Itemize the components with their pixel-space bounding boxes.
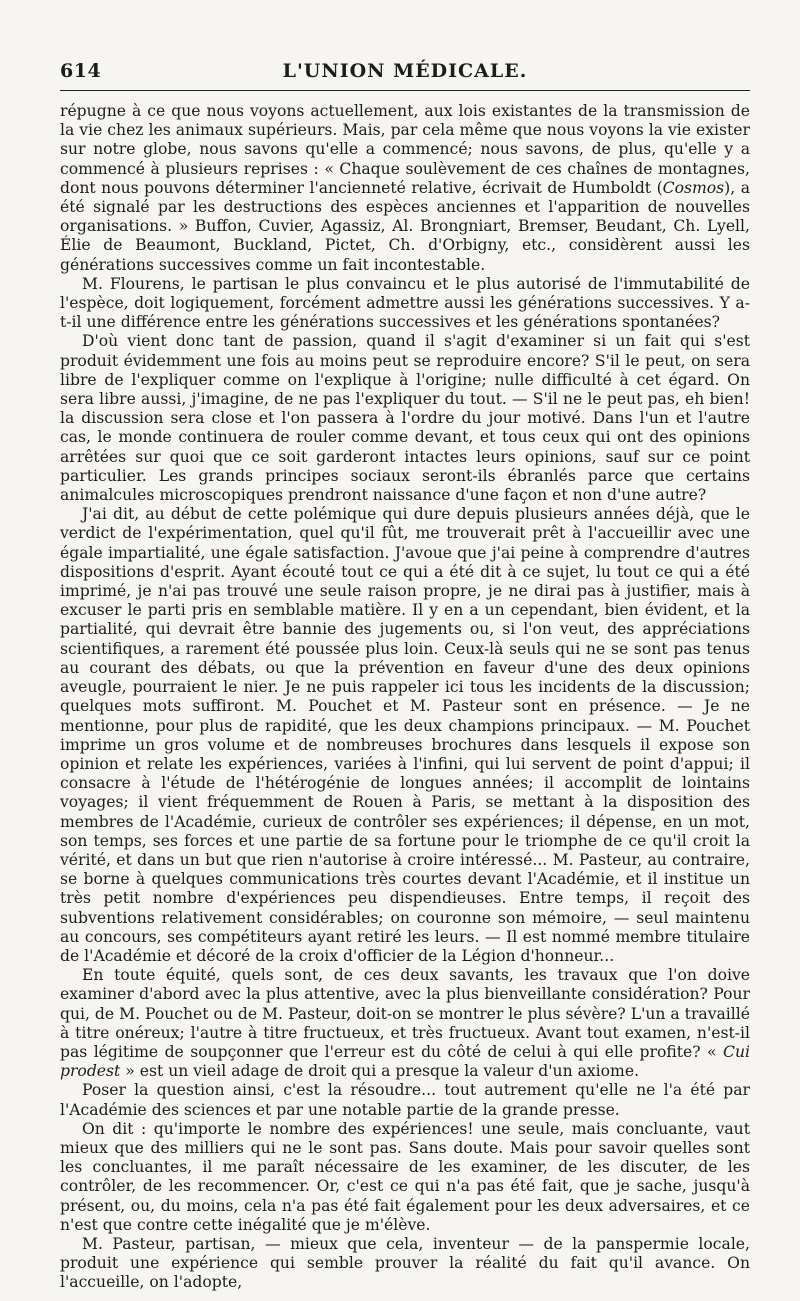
text-run: Poser la question ainsi, c'est la résoudre... tout autrement qu'elle ne l'a été par l'Académie des sciences et par une notable partie de la grande presse. [60,1081,750,1119]
paragraph-4 [60,505,750,966]
body-text [60,102,750,1293]
text-run: On dit : qu'importe le nombre des expériences! une seule, mais concluante, vaut mieux que des milliers qui ne le sont pas. Sans doute. Mais pour savoir quelles sont les concluantes, il me paraît nécessaire de les examiner, de les discuter, de les contrôler, de les recommencer. Or, c'est ce qui n'a pas été fait, que je sache, jusqu'à présent, ou, du moins, cela n'a pas été fait également pour les deux adversaires, et ce n'est que contre cette inégalité que je m'élève. [60,1119,750,1234]
italic-title-cosmos: Cosmos [662,178,725,197]
page-number: 614 [60,60,102,82]
header-rule [60,90,750,91]
text-run: J'ai dit, au début de cette polémique qui dure depuis plusieurs années déjà, que le verdict de l'expérimentation, quel qu'il fût, me trouverait prêt à l'accueillir avec une égale impartialité, une égale satisfaction. J'avoue que j'ai peine à comprendre d'autres dispositions d'esprit. Ayant écouté tout ce qui a été dit à ce sujet, lu tout ce qui a été imprimé, je n'ai pas trouvé une seule raison propre, je ne dirai pas à justifier, mais à excuser le parti pris en semblable matière. Il y en a un cependant, bien évident, et la partialité, qui devrait être bannie des jugements ou, si l'on veut, des appréciations scientifiques, a rarement été poussée plus loin. Ceux-là seuls qui ne se sont pas tenus au courant des débats, ou que la prévention en faveur d'une des deux opinions aveugle, pourraient le nier. Je ne puis rappeler ici tous les incidents de la discussion; quelques mots suffiront. M. Pouchet et M. Pasteur sont en présence. — Je ne mentionne, pour plus de rapidité, que les deux champions principaux. — M. Pouchet imprime un gros volume et de nombreuses brochures dans lesquels il expose son opinion et relate les expériences, variées à l'infini, qui lui servent de point d'appui; il consacre à l'étude de l'hétérogénie de longues années; il accomplit de lointains voyages; il vient fréquemment de Rouen à Paris, se mettant à la disposition des membres de l'Académie, curieux de contrôler ses expériences; il dépense, en un mot, son temps, ses forces et une partie de sa fortune pour le triomphe de ce qu'il croit la vérité, et dans un but que rien n'autorise à croire intéressé... M. Pasteur, au contraire, se borne à quelques communications très courtes devant l'Académie, et il institue un très petit nombre d'expériences peu dispendieuses. Entre temps, il reçoit des subventions relativement considérables; on couronne son mémoire, — seul maintenu au concours, ses compétiteurs ayant retiré les leurs. — Il est nommé membre titulaire de l'Académie et décoré de la croix d'officier de la Légion d'honneur... [60,505,750,965]
text-run: ), a été signalé par les destructions des espèces anciennes et l'apparition de nouvelles organisations. » Buffon, Cuvier, Agassiz, Al. Brongniart, Bremser, Beudant, Ch. Lyell, Élie de Beaumont, Buckland, Pictet, Ch. d'Orbigny, etc., considèrent aussi les générations successives comme un fait incontestable. [60,178,751,274]
paragraph-5 [60,966,750,1081]
text-run: » est un vieil adage de droit qui a presque la valeur d'un axiome. [120,1062,640,1081]
text-run: M. Flourens, le partisan le plus convaincu et le plus autorisé de l'immutabilité de l'espèce, doit logiquement, forcément admettre aussi les générations successives. Y a-t-il une différence entre les générations successives et les générations spontanées? [60,274,750,332]
running-title: L'UNION MÉDICALE. [282,60,528,82]
paragraph-6 [60,1081,750,1119]
paragraph-7 [60,1120,750,1235]
paragraph-1 [60,102,750,275]
text-run: En toute équité, quels sont, de ces deux savants, les travaux que l'on doive examiner d'abord avec la plus attentive, avec la plus bienveillante considération? Pour qui, de M. Pouchet ou de M. Pasteur, doit-on se montrer le plus sévère? L'un a travaillé à titre onéreux; l'autre à titre fructueux, et très fructueux. Avant tout examen, n'est-il pas légitime de soupçonner que l'erreur est du côté de celui à qui elle profite? « [60,966,750,1061]
paragraph-8 [60,1235,750,1293]
italic-latin-phrase: Cui prodest [60,1042,750,1081]
text-run: M. Pasteur, partisan, — mieux que cela, inventeur — de la panspermie locale, produit une expérience qui semble prouver la réalité du fait qu'il avance. On l'accueille, on l'adopte, [60,1234,750,1292]
text-run: répugne à ce que nous voyons actuellement, aux lois existantes de la transmission de la vie chez les animaux supérieurs. Mais, par cela même que nous voyons la vie exister sur notre globe, nous savons qu'elle a commencé; nous savons, de plus, qu'elle y a commencé à plusieurs reprises : « Chaque soulèvement de ces chaînes de montagnes, dont nous pouvons déterminer l'ancienneté relative, écrivait de Humboldt ( [60,102,750,197]
page-header [60,60,750,88]
paragraph-3 [60,332,750,505]
text-run: D'où vient donc tant de passion, quand il s'agit d'examiner si un fait qui s'est produit évidemment une fois au moins peut se reproduire encore? S'il le peut, on sera libre de l'expliquer comme on l'explique à l'origine; nulle difficulté à cet égard. On sera libre aussi, j'imagine, de ne pas l'expliquer du tout. — S'il ne le peut pas, eh bien! la discussion sera close et l'on passera à l'ordre du jour motivé. Dans l'un et l'autre cas, le monde continuera de rouler comme devant, et tous ceux qui ont des opinions arrêtées sur quoi que ce soit garderont intactes leurs opinions, sauf sur ce point particulier. Les grands principes sociaux seront-ils ébranlés parce que certains animalcules microscopiques prendront naissance d'une façon et non d'une autre? [60,332,750,505]
paragraph-2 [60,275,750,333]
